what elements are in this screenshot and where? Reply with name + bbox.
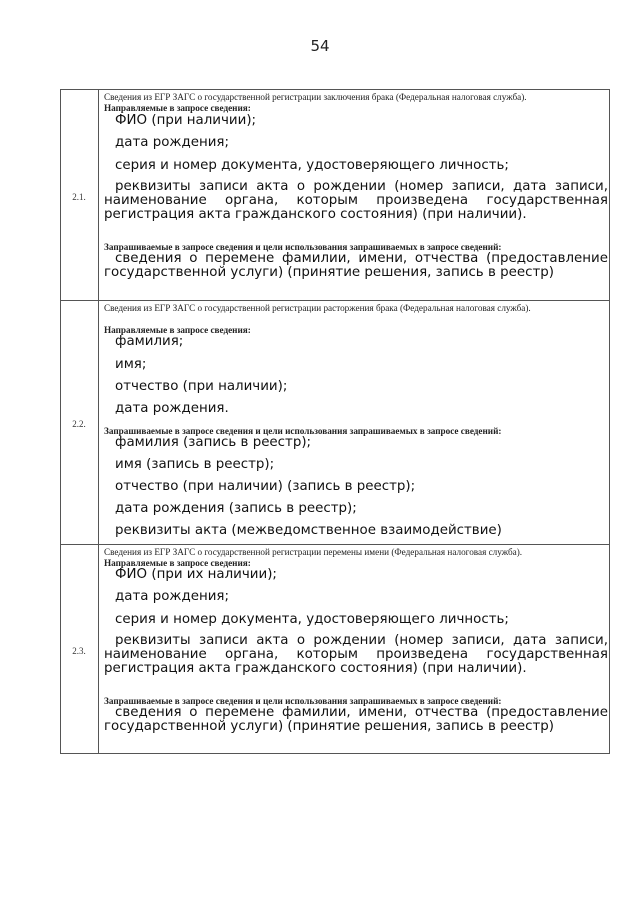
sent-heading: Направляемые в запросе сведения:: [104, 558, 251, 568]
row-number: 2.3.: [72, 646, 86, 656]
requested-item: имя (запись в реестр);: [115, 457, 275, 472]
row-divider: [60, 300, 610, 301]
requested-item: фамилия (запись в реестр);: [115, 435, 312, 450]
sent-item: дата рождения;: [115, 589, 230, 604]
sent-item: реквизиты записи акта о рождении (номер записи, дата записи, наименование органа, которым произведена государственная регистрация акта гражданского состояния) (при наличии).: [104, 633, 608, 676]
sent-item: реквизиты записи акта о рождении (номер записи, дата записи, наименование органа, которым произведена государственная регистрация акта гражданского состояния) (при наличии).: [104, 179, 608, 222]
requests-table: [60, 89, 610, 754]
row-title: Сведения из ЕГР ЗАГС о государственной регистрации перемены имени (Федеральная налоговая служба).: [104, 547, 523, 557]
requested-heading: Запрашиваемые в запросе сведения и цели использования запрашиваемых в запросе сведений:: [104, 426, 502, 436]
page-number: 54: [310, 37, 330, 55]
row-number: 2.1.: [72, 192, 86, 202]
sent-item: отчество (при наличии);: [115, 379, 288, 394]
sent-item: серия и номер документа, удостоверяющего личность;: [115, 158, 509, 173]
sent-item: ФИО (при их наличии);: [115, 567, 277, 582]
row-title: Сведения из ЕГР ЗАГС о государственной регистрации расторжения брака (Федеральная налоговая служба).: [104, 303, 531, 313]
sent-item: серия и номер документа, удостоверяющего личность;: [115, 612, 509, 627]
row-title: Сведения из ЕГР ЗАГС о государственной регистрации заключения брака (Федеральная налоговая служба).: [104, 92, 527, 102]
sent-item: фамилия;: [115, 334, 184, 349]
requested-item: реквизиты акта (межведомственное взаимодействие): [115, 523, 502, 538]
requested-item: сведения о перемене фамилии, имени, отчества (предоставление государственной услуги) (принятие решения, запись в реестр): [104, 251, 608, 280]
requested-heading: Запрашиваемые в запросе сведения и цели использования запрашиваемых в запросе сведений:: [104, 696, 502, 706]
requested-item: дата рождения (запись в реестр);: [115, 501, 357, 516]
column-divider: [98, 89, 99, 754]
sent-item: дата рождения.: [115, 401, 229, 416]
row-divider: [60, 544, 610, 545]
sent-item: имя;: [115, 357, 147, 372]
sent-item: ФИО (при наличии);: [115, 113, 257, 128]
requested-item: сведения о перемене фамилии, имени, отчества (предоставление государственной услуги) (принятие решения, запись в реестр): [104, 705, 608, 734]
sent-heading: Направляемые в запросе сведения:: [104, 325, 251, 335]
table-border-top: [60, 89, 610, 90]
requested-item: отчество (при наличии) (запись в реестр);: [115, 479, 416, 494]
requested-heading: Запрашиваемые в запросе сведения и цели использования запрашиваемых в запросе сведений:: [104, 242, 502, 252]
sent-item: дата рождения;: [115, 135, 230, 150]
table-border-right: [609, 89, 610, 754]
sent-heading: Направляемые в запросе сведения:: [104, 103, 251, 113]
table-border-bottom: [60, 753, 610, 754]
row-number: 2.2.: [72, 419, 86, 429]
